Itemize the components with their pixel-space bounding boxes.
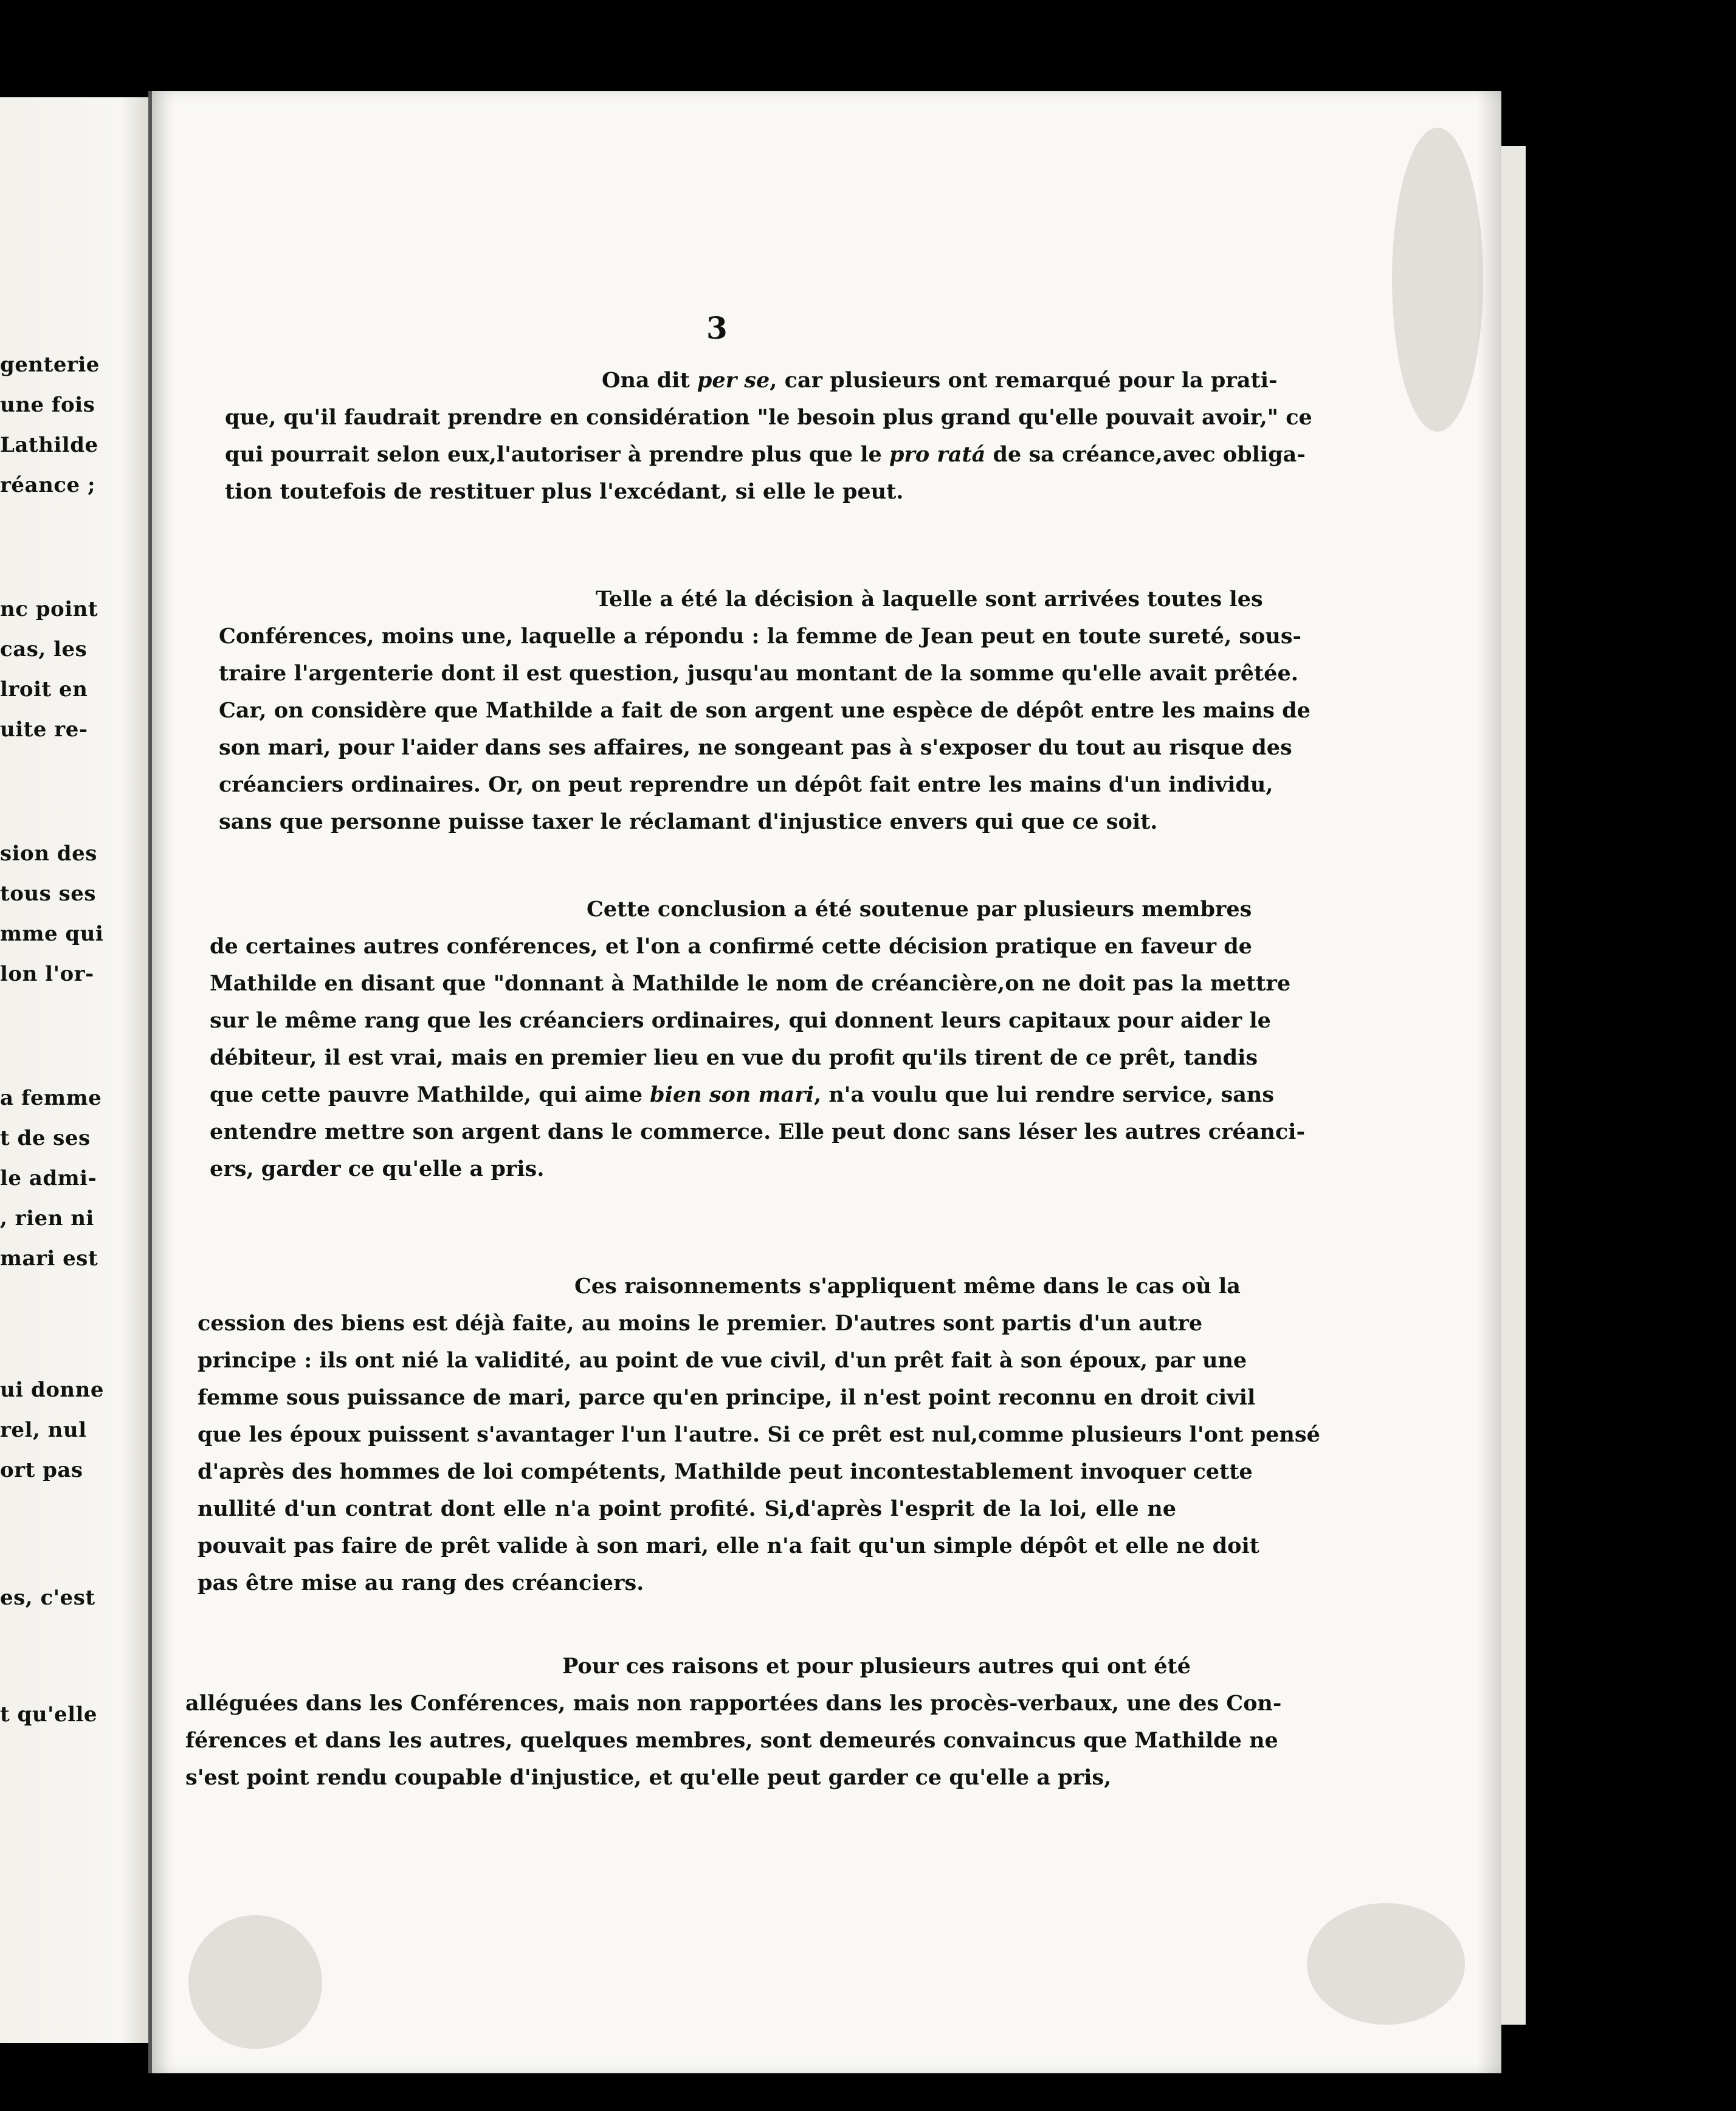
left-page-line: uite re- xyxy=(0,717,88,742)
left-page-line: cas, les xyxy=(0,637,88,662)
text-run: , n'a voulu que lui rendre service, sans xyxy=(813,1082,1275,1107)
paper-stain xyxy=(188,1915,322,2049)
text-line: son mari, pour l'aider dans ses affaires, ne songeant pas à s'exposer du tout au risque des xyxy=(219,735,1292,760)
text-line: pouvait pas faire de prêt valide à son mari, elle n'a fait qu'un simple dépôt et elle ne doit xyxy=(198,1533,1259,1558)
left-page-line: lroit en xyxy=(0,677,88,702)
text-line: de certaines autres conférences, et l'on a confirmé cette décision pratique en faveur de xyxy=(210,934,1252,959)
text-line: entendre mettre son argent dans le commerce. Elle peut donc sans léser les autres créanci- xyxy=(210,1119,1305,1144)
left-page-line: le admi- xyxy=(0,1166,97,1190)
text-line: que, qu'il faudrait prendre en considération "le besoin plus grand qu'elle pouvait avoir," ce xyxy=(225,405,1312,430)
text-line: Ces raisonnements s'appliquent même dans le cas où la xyxy=(574,1274,1241,1299)
text-line: sur le même rang que les créanciers ordinaires, qui donnent leurs capitaux pour aider le xyxy=(210,1008,1271,1033)
left-page-line: ort pas xyxy=(0,1458,83,1482)
page-edge xyxy=(1501,146,1526,2025)
paragraph-2 xyxy=(219,581,1311,840)
paper-stain xyxy=(1307,1903,1465,2025)
left-page-line: lon l'or- xyxy=(0,962,94,986)
left-page-line: , rien ni xyxy=(0,1206,94,1231)
left-page-line: mme qui xyxy=(0,922,104,946)
text-line: Mathilde en disant que "donnant à Mathilde le nom de créancière,on ne doit pas la mettre xyxy=(210,971,1291,996)
left-page-line: a femme xyxy=(0,1086,102,1110)
paragraph-1 xyxy=(225,362,1312,510)
left-page-line: Lathilde xyxy=(0,433,98,457)
left-page-line: genterie xyxy=(0,353,100,377)
text-run: Ona dit xyxy=(602,368,697,393)
text-line: alléguées dans les Conférences, mais non rapportées dans les procès-verbaux, une des Con- xyxy=(185,1691,1282,1716)
previous-page-fragment xyxy=(0,97,152,2043)
text-line: Pour ces raisons et pour plusieurs autres qui ont été xyxy=(562,1654,1191,1679)
text-line: d'après des hommes de loi compétents, Mathilde peut incontestablement invoquer cette xyxy=(198,1459,1253,1484)
text-line: s'est point rendu coupable d'injustice, et qu'elle peut garder ce qu'elle a pris, xyxy=(185,1765,1112,1790)
italic-text-run: bien son mari xyxy=(650,1082,814,1107)
text-line: femme sous puissance de mari, parce qu'en principe, il n'est point reconnu en droit civil xyxy=(198,1385,1256,1410)
text-run: qui pourrait selon eux,l'autoriser à prendre plus que le xyxy=(225,442,889,467)
paragraph-5 xyxy=(185,1648,1282,1796)
left-page-line: réance ; xyxy=(0,473,96,497)
left-page-line: ui donne xyxy=(0,1378,104,1402)
text-line xyxy=(210,1076,1275,1113)
text-line: traire l'argenterie dont il est question, jusqu'au montant de la somme qu'elle avait prêtée. xyxy=(219,661,1298,686)
text-line: Telle a été la décision à laquelle sont arrivées toutes les xyxy=(596,587,1263,612)
text-line: ers, garder ce qu'elle a pris. xyxy=(210,1156,545,1181)
left-page-line: mari est xyxy=(0,1246,98,1271)
text-line: Conférences, moins une, laquelle a répondu : la femme de Jean peut en toute sureté, sous- xyxy=(219,624,1302,649)
text-line: Cette conclusion a été soutenue par plusieurs membres xyxy=(587,897,1252,922)
paragraph-4 xyxy=(198,1268,1320,1601)
paper-stain xyxy=(1392,128,1483,432)
left-page-line: une fois xyxy=(0,393,95,417)
text-run: , car plusieurs ont remarqué pour la prati- xyxy=(770,368,1278,393)
left-page-line: t de ses xyxy=(0,1126,91,1150)
text-line: sans que personne puisse taxer le réclamant d'injustice envers qui que ce soit. xyxy=(219,809,1158,834)
italic-text-run: pro ratá xyxy=(889,442,986,467)
left-page-line: es, c'est xyxy=(0,1586,95,1610)
text-line: que les époux puissent s'avantager l'un l'autre. Si ce prêt est nul,comme plusieurs l'ont pensé xyxy=(198,1422,1320,1447)
text-line: principe : ils ont nié la validité, au point de vue civil, d'un prêt fait à son époux, par une xyxy=(198,1348,1247,1373)
text-line: créanciers ordinaires. Or, on peut reprendre un dépôt fait entre les mains d'un individu, xyxy=(219,772,1273,797)
text-line: férences et dans les autres, quelques membres, sont demeurés convaincus que Mathilde ne xyxy=(185,1728,1278,1753)
left-page-line: nc point xyxy=(0,597,98,621)
text-line: cession des biens est déjà faite, au moins le premier. D'autres sont partis d'un autre xyxy=(198,1311,1203,1336)
text-line: pas être mise au rang des créanciers. xyxy=(198,1570,644,1595)
text-line: tion toutefois de restituer plus l'excédant, si elle le peut. xyxy=(225,479,904,504)
left-page-line: tous ses xyxy=(0,882,96,906)
paragraph-3 xyxy=(210,891,1305,1187)
italic-text-run: per se xyxy=(697,368,770,393)
page-number: 3 xyxy=(706,310,728,346)
text-line: débiteur, il est vrai, mais en premier lieu en vue du profit qu'ils tirent de ce prêt, tandis xyxy=(210,1045,1258,1070)
text-line xyxy=(225,436,1306,473)
left-page-line: t qu'elle xyxy=(0,1702,98,1727)
text-line: Car, on considère que Mathilde a fait de son argent une espèce de dépôt entre les mains de xyxy=(219,698,1311,723)
text-line: nullité d'un contrat dont elle n'a point profité. Si,d'après l'esprit de la loi, elle ne xyxy=(198,1496,1176,1521)
text-run: que cette pauvre Mathilde, qui aime xyxy=(210,1082,650,1107)
text-run: de sa créance,avec obliga- xyxy=(985,442,1306,467)
text-line xyxy=(225,362,1278,399)
left-page-line: rel, nul xyxy=(0,1418,87,1442)
left-page-line: sion des xyxy=(0,841,97,866)
